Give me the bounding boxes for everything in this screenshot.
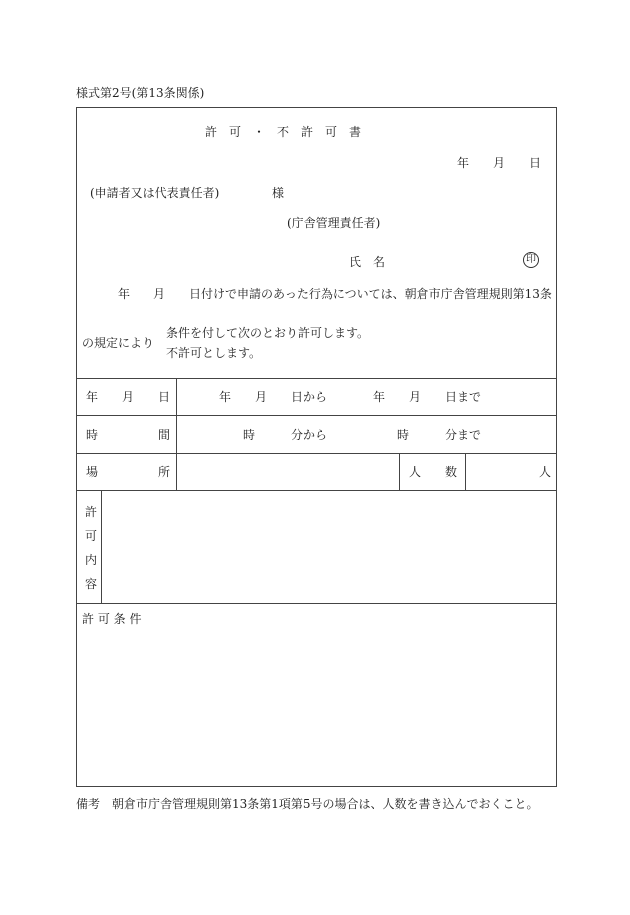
content-row-label	[84, 500, 98, 596]
time-to-hour: 時	[397, 428, 410, 442]
form-code: 様式第2号(第13条関係)	[76, 86, 205, 100]
time-from-minute: 分から	[291, 428, 328, 442]
body-month: 月	[153, 287, 166, 301]
count-label-1: 人	[409, 465, 422, 479]
time-from-hour: 時	[243, 428, 256, 442]
date-to-year: 年	[373, 390, 386, 404]
seal-mark: 印	[523, 252, 539, 268]
body-text: 日付けで申請のあった行為については、朝倉市庁舎管理規則第13条	[189, 287, 552, 301]
content-label-divider	[101, 490, 102, 603]
body-year: 年	[118, 287, 131, 301]
form-frame	[76, 107, 557, 787]
footnote: 備考 朝倉市庁舎管理規則第13条第1項第5号の場合は、人数を書き込んでおくこと。	[76, 797, 539, 811]
place-count-divider	[399, 453, 400, 491]
date-row-label-year: 年	[86, 390, 99, 404]
count-label-2: 数	[445, 465, 458, 479]
date-to-day: 日まで	[445, 390, 482, 404]
form-title: 許 可 ・ 不 許 可 書	[205, 125, 362, 139]
time-row-label-2: 間	[158, 428, 171, 442]
count-value-divider	[465, 453, 466, 491]
separator-time-row	[76, 415, 557, 416]
separator-date-row	[76, 378, 557, 379]
date-from-day: 日から	[291, 390, 328, 404]
separator-content-row	[76, 490, 557, 491]
content-label-char-1: 許	[84, 505, 97, 519]
date-from-year: 年	[219, 390, 232, 404]
count-unit: 人	[539, 465, 552, 479]
label-column-divider	[176, 378, 177, 491]
place-row-label-2: 所	[158, 465, 171, 479]
date-row-label-day: 日	[158, 390, 171, 404]
provision-label: の規定により	[82, 336, 155, 350]
separator-place-row	[76, 453, 557, 454]
name-label: 氏 名	[349, 255, 386, 269]
time-to-minute: 分まで	[445, 428, 482, 442]
time-row-label-1: 時	[86, 428, 99, 442]
manager-label: (庁舎管理責任者)	[287, 216, 381, 230]
applicant-suffix: 様	[272, 186, 285, 200]
outcome-option-deny: 不許可とします。	[166, 346, 262, 360]
date-to-month: 月	[409, 390, 422, 404]
place-row-label-1: 場	[86, 465, 99, 479]
date-row-label-month: 月	[122, 390, 135, 404]
content-label-char-4: 容	[84, 577, 97, 591]
content-label-char-2: 可	[84, 529, 97, 543]
content-label-char-3: 内	[84, 553, 97, 567]
date-from-month: 月	[255, 390, 268, 404]
conditions-label: 許 可 条 件	[82, 612, 142, 626]
applicant-label: (申請者又は代表責任者)	[90, 186, 220, 200]
outcome-option-permit: 条件を付して次のとおり許可します。	[166, 326, 370, 340]
issue-date: 年 月 日	[457, 156, 542, 170]
separator-conditions-row	[76, 603, 557, 604]
